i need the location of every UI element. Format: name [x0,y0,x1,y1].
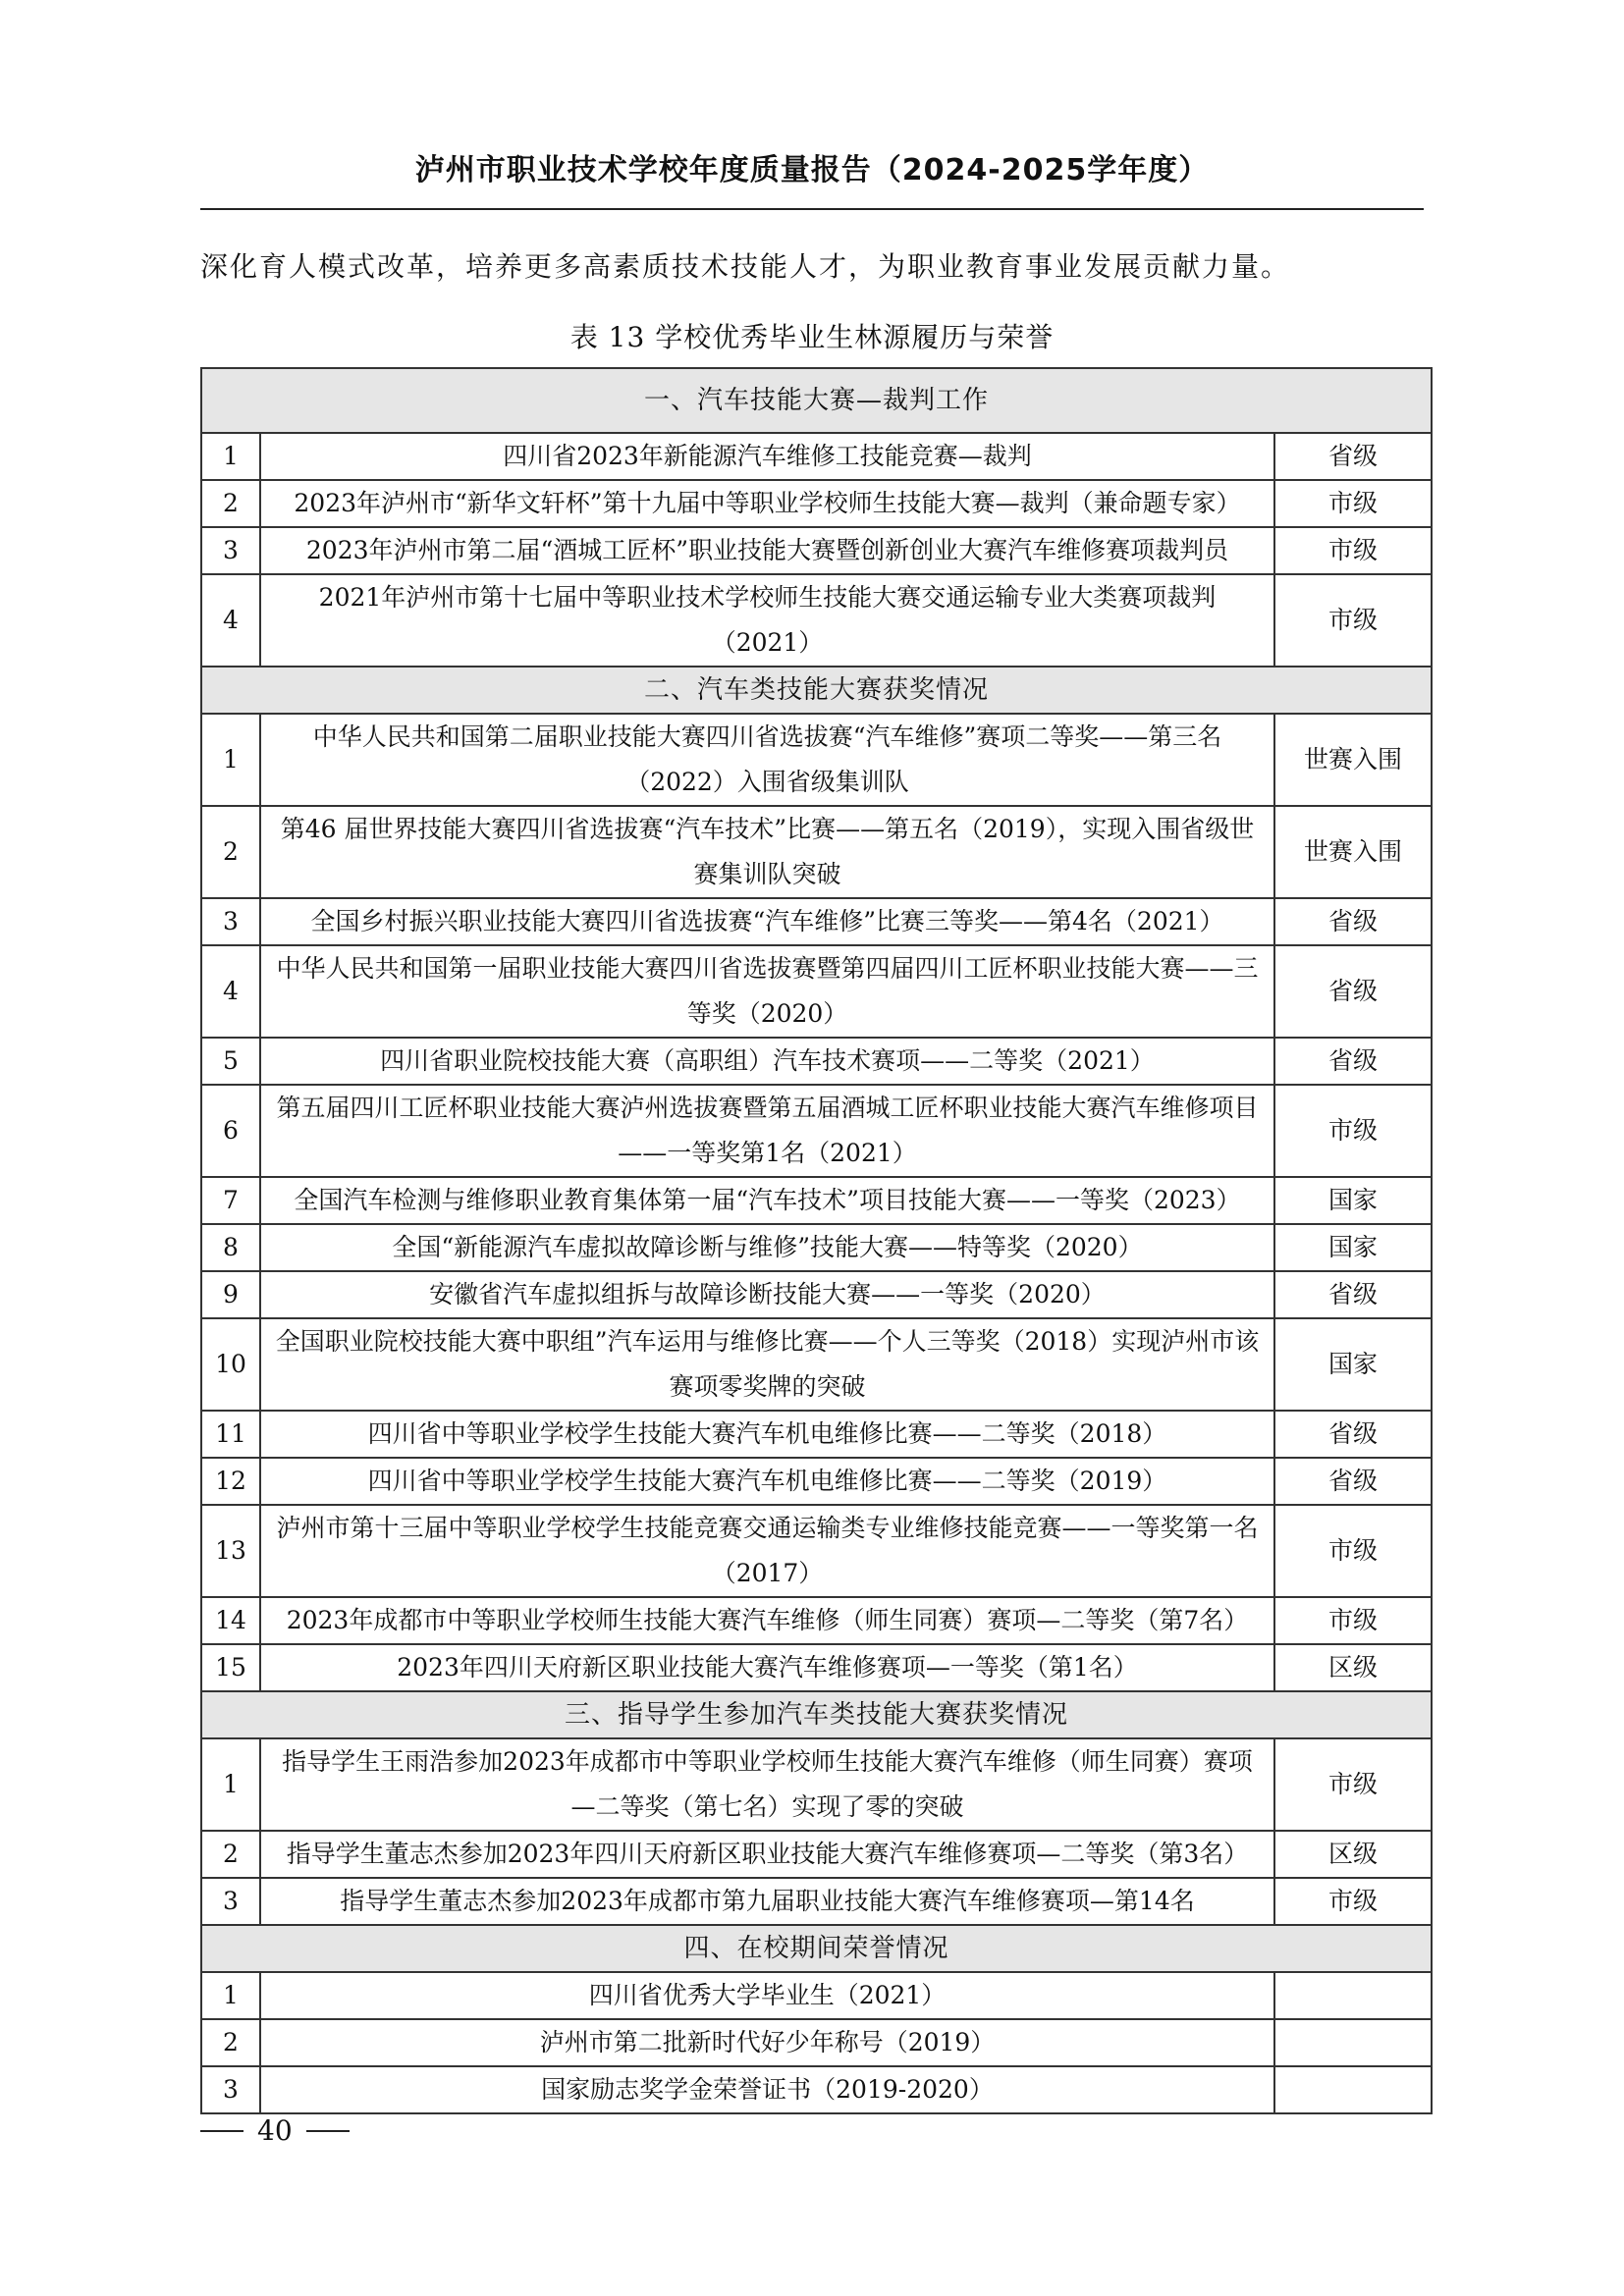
row-level: 市级 [1274,574,1432,667]
row-level: 国家 [1274,1224,1432,1271]
section-header-row [201,1925,1432,1972]
row-description: 四川省中等职业学校学生技能大赛汽车机电维修比赛——二等奖（2019） [260,1458,1274,1505]
row-description: 泸州市第十三届中等职业学校学生技能竞赛交通运输类专业维修技能竞赛——一等奖第一名（2017） [260,1505,1274,1597]
row-description: 2021年泸州市第十七届中等职业技术学校师生技能大赛交通运输专业大类赛项裁判（2021） [260,574,1274,667]
row-level: 市级 [1274,1085,1432,1177]
row-level: 市级 [1274,480,1432,527]
row-number: 8 [201,1224,260,1271]
row-level: 市级 [1274,1505,1432,1597]
table-row [201,480,1432,527]
row-level: 区级 [1274,1831,1432,1878]
footer-dash-left [200,2130,244,2132]
row-description: 第46 届世界技能大赛四川省选拔赛“汽车技术”比赛——第五名（2019），实现入围省级世赛集训队突破 [260,806,1274,898]
intro-paragraph: 深化育人模式改革，培养更多高素质技术技能人才，为职业教育事业发展贡献力量。 [200,250,1291,283]
row-description: 全国乡村振兴职业技能大赛四川省选拔赛“汽车维修”比赛三等奖——第4名（2021） [260,898,1274,945]
row-description: 第五届四川工匠杯职业技能大赛泸州选拔赛暨第五届酒城工匠杯职业技能大赛汽车维修项目——一等奖第1名（2021） [260,1085,1274,1177]
row-number: 2 [201,2019,260,2066]
section-header-row [201,368,1432,433]
row-level: 省级 [1274,1271,1432,1318]
table-row [201,1411,1432,1458]
row-description: 四川省中等职业学校学生技能大赛汽车机电维修比赛——二等奖（2018） [260,1411,1274,1458]
section-title: 二、汽车类技能大赛获奖情况 [201,667,1432,714]
table-row [201,1738,1432,1831]
row-number: 1 [201,714,260,806]
section-title: 三、指导学生参加汽车类技能大赛获奖情况 [201,1691,1432,1738]
row-description: 国家励志奖学金荣誉证书（2019-2020） [260,2066,1274,2113]
footer-dash-right [306,2130,350,2132]
row-level: 国家 [1274,1177,1432,1224]
table-row [201,1458,1432,1505]
row-number: 13 [201,1505,260,1597]
row-description: 指导学生董志杰参加2023年成都市第九届职业技能大赛汽车维修赛项—第14名 [260,1878,1274,1925]
page-number: 40 [257,2114,293,2147]
row-description: 2023年四川天府新区职业技能大赛汽车维修赛项—一等奖（第1名） [260,1644,1274,1691]
row-description: 2023年成都市中等职业学校师生技能大赛汽车维修（师生同赛）赛项—二等奖（第7名） [260,1597,1274,1644]
table-row [201,1878,1432,1925]
row-number: 4 [201,945,260,1038]
table-row [201,1177,1432,1224]
table-caption: 表 13 学校优秀毕业生林源履历与荣誉 [569,321,1055,353]
row-number: 5 [201,1038,260,1085]
row-level: 省级 [1274,898,1432,945]
row-description: 全国“新能源汽车虚拟故障诊断与维修”技能大赛——特等奖（2020） [260,1224,1274,1271]
table-row [201,1085,1432,1177]
row-level: 省级 [1274,433,1432,480]
row-number: 12 [201,1458,260,1505]
row-level: 省级 [1274,1038,1432,1085]
row-description: 中华人民共和国第二届职业技能大赛四川省选拔赛“汽车维修”赛项二等奖——第三名（2022）入围省级集训队 [260,714,1274,806]
row-level [1274,2066,1432,2113]
row-description: 全国职业院校技能大赛中职组”汽车运用与维修比赛——个人三等奖（2018）实现泸州市该赛项零奖牌的突破 [260,1318,1274,1411]
row-description: 指导学生董志杰参加2023年四川天府新区职业技能大赛汽车维修赛项—二等奖（第3名） [260,1831,1274,1878]
report-header-title: 泸州市职业技术学校年度质量报告（2024-2025学年度） [414,153,1210,187]
honors-table-body [201,368,1432,2113]
row-level [1274,2019,1432,2066]
table-row [201,806,1432,898]
row-level: 省级 [1274,945,1432,1038]
row-number: 3 [201,898,260,945]
row-description: 安徽省汽车虚拟组拆与故障诊断技能大赛——一等奖（2020） [260,1271,1274,1318]
row-description: 2023年泸州市第二届“酒城工匠杯”职业技能大赛暨创新创业大赛汽车维修赛项裁判员 [260,527,1274,574]
table-row [201,898,1432,945]
row-number: 10 [201,1318,260,1411]
row-level: 省级 [1274,1458,1432,1505]
table-row [201,2066,1432,2113]
table-row [201,1318,1432,1411]
row-description: 泸州市第二批新时代好少年称号（2019） [260,2019,1274,2066]
table-row [201,527,1432,574]
row-level: 世赛入围 [1274,714,1432,806]
section-header-row [201,667,1432,714]
row-number: 2 [201,806,260,898]
row-description: 四川省职业院校技能大赛（高职组）汽车技术赛项——二等奖（2021） [260,1038,1274,1085]
row-number: 3 [201,527,260,574]
row-level: 世赛入围 [1274,806,1432,898]
row-number: 11 [201,1411,260,1458]
row-number: 4 [201,574,260,667]
row-number: 1 [201,433,260,480]
row-level: 区级 [1274,1644,1432,1691]
section-header-row [201,1691,1432,1738]
row-level: 市级 [1274,1597,1432,1644]
row-number: 1 [201,1972,260,2019]
row-description: 全国汽车检测与维修职业教育集体第一届“汽车技术”项目技能大赛——一等奖（2023） [260,1177,1274,1224]
row-number: 15 [201,1644,260,1691]
table-row [201,1972,1432,2019]
section-title: 一、汽车技能大赛—裁判工作 [201,368,1432,433]
row-number: 1 [201,1738,260,1831]
table-row [201,945,1432,1038]
table-row [201,1597,1432,1644]
honors-table [200,367,1433,2114]
row-number: 7 [201,1177,260,1224]
row-number: 2 [201,480,260,527]
table-row [201,1505,1432,1597]
table-row [201,574,1432,667]
row-level: 省级 [1274,1411,1432,1458]
table-row [201,1644,1432,1691]
table-row [201,1271,1432,1318]
page-footer [200,2114,350,2147]
row-number: 3 [201,1878,260,1925]
row-number: 14 [201,1597,260,1644]
row-level: 国家 [1274,1318,1432,1411]
row-number: 9 [201,1271,260,1318]
row-level: 市级 [1274,1878,1432,1925]
row-level [1274,1972,1432,2019]
row-number: 6 [201,1085,260,1177]
table-row [201,433,1432,480]
row-level: 市级 [1274,527,1432,574]
table-row [201,1038,1432,1085]
row-description: 四川省2023年新能源汽车维修工技能竞赛—裁判 [260,433,1274,480]
table-row [201,1831,1432,1878]
row-description: 中华人民共和国第一届职业技能大赛四川省选拔赛暨第四届四川工匠杯职业技能大赛——三等奖（2020） [260,945,1274,1038]
row-number: 2 [201,1831,260,1878]
table-row [201,714,1432,806]
table-row [201,1224,1432,1271]
row-number: 3 [201,2066,260,2113]
section-title: 四、在校期间荣誉情况 [201,1925,1432,1972]
row-description: 四川省优秀大学毕业生（2021） [260,1972,1274,2019]
row-description: 2023年泸州市“新华文轩杯”第十九届中等职业学校师生技能大赛—裁判（兼命题专家） [260,480,1274,527]
header-divider [200,208,1424,210]
row-description: 指导学生王雨浩参加2023年成都市中等职业学校师生技能大赛汽车维修（师生同赛）赛项—二等奖（第七名）实现了零的突破 [260,1738,1274,1831]
row-level: 市级 [1274,1738,1432,1831]
table-row [201,2019,1432,2066]
